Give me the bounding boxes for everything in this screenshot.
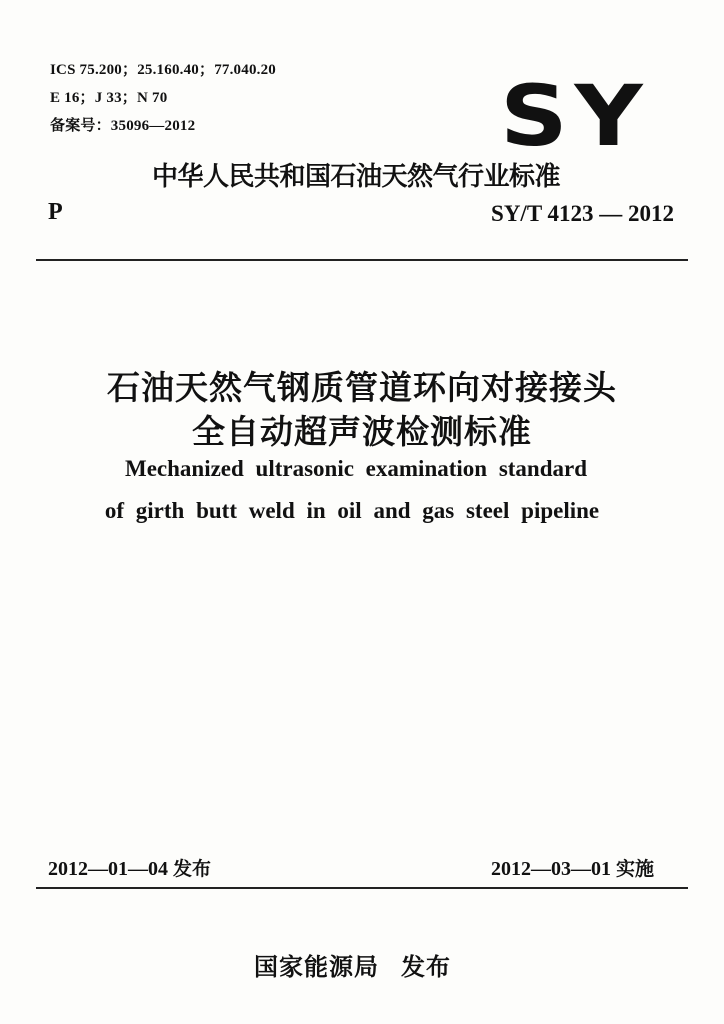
implement-date-line (491, 854, 654, 881)
classification-letter: P (48, 199, 63, 225)
standard-number: SY/T 4123 — 2012 (491, 201, 674, 226)
issue-label: 发布 (173, 858, 212, 880)
issuer-name: 国家能源局 (254, 953, 379, 981)
issue-date: 2012—01—04 (48, 858, 168, 880)
implement-date: 2012—03—01 (490, 858, 611, 880)
title-cn-line1: 石油天然气钢质管道环向对接接头 (107, 368, 617, 407)
implement-label: 实施 (615, 858, 654, 880)
issuer-line (254, 947, 451, 982)
bottom-divider (36, 887, 688, 889)
title-cn-line2: 全自动超声波检测标准 (192, 412, 532, 451)
issue-date-line (48, 854, 211, 881)
title-en-line1: Mechanized ultrasonic examination standard (124, 456, 588, 481)
sy-logo: SY (500, 67, 650, 165)
issuer-label: 发布 (401, 953, 451, 981)
industry-standard-title: 中华人民共和国石油天然气行业标准 (152, 162, 561, 192)
record-number: 备案号：35096—2012 (50, 118, 196, 134)
ics-code: ICS 75.200；25.160.40；77.040.20 (50, 62, 277, 78)
ccs-code: E 16；J 33；N 70 (50, 90, 168, 106)
top-divider (36, 259, 688, 261)
title-en-line2: of girth butt weld in oil and gas steel pipeline (104, 498, 600, 523)
